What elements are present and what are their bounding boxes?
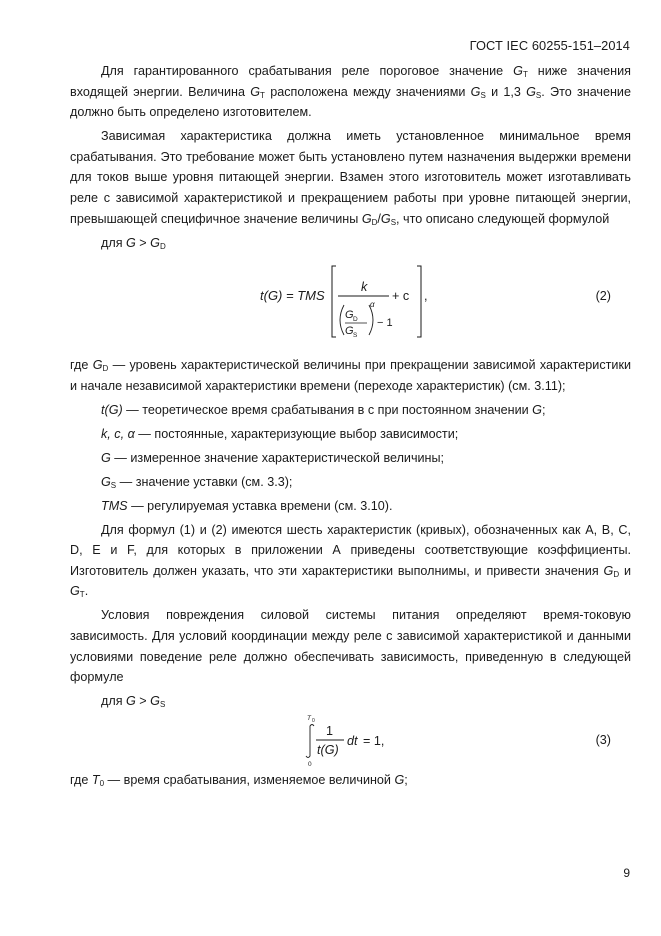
- formula-3-lower-limit: 0: [308, 760, 312, 768]
- definition-g: G — измеренное значение характеристической величины;: [101, 450, 445, 465]
- formula-2-left-bracket: [332, 266, 336, 337]
- formula-3-number: (3): [595, 732, 611, 747]
- document-header: ГОСТ IEC 60255-151–2014: [469, 38, 630, 53]
- formula-2-number: (2): [595, 289, 611, 304]
- formula-2-gs: G: [345, 325, 354, 338]
- formula-2-gs-sub: S: [353, 332, 358, 340]
- definition-t0: где $T_0$ — время срабатывания, изменяемое величиной G;: [70, 772, 408, 788]
- formula-2-left-paren: [340, 305, 344, 335]
- paragraph-power-system-fault: Условия повреждения силовой системы питания определяют время-токовую зависимость. Для условий координации между реле с зависимой характеристикой и данными условиями поведение реле должно обеспечивать зависимость, приведенную в следующей формуле: [70, 608, 631, 685]
- paragraph-dependent-characteristic: Зависимая характеристика должна иметь установленное минимальное время срабатывания. Это требование может быть установлено путем назначения выдержки времени для токов выше уровня питающей энергии. Взамен этого изготовитель может изготавливать реле с зависимой характеристикой и прекращением работы при уровне питающей энергии, превышающей специфичное значение величины $G_D/G_S$, что описано следующей формулой: [70, 129, 631, 227]
- formula-3-graphic: [70, 712, 631, 770]
- definition-tg: t(G) — теоретическое время срабатывания в с при постоянном значении G;: [101, 402, 546, 417]
- formula-2-comma: ,: [424, 289, 428, 304]
- formula-3-upper-limit: T: [307, 714, 311, 722]
- definition-gs: $G_S$ — значение уставки (см. 3.3);: [101, 474, 293, 490]
- formula-3-dt: dt: [347, 733, 358, 748]
- formula-2-right-paren: [369, 305, 373, 335]
- paragraph-threshold: Для гарантированного срабатывания реле пороговое значение $G_T$ ниже значения входящей энергии. Величина $G_T$ расположена между значениями $G_S$ и 1,3 $G_S$. Это значение должно быть определено изготовителем.: [70, 64, 631, 120]
- formula-3-integral-sign: [306, 724, 314, 757]
- formula-3-denominator: t(G): [317, 742, 339, 757]
- condition-g-gt-gs: для $G > G_S$: [101, 694, 166, 710]
- formula-2-graphic: [70, 253, 631, 355]
- formula-3-rhs: = 1,: [363, 733, 385, 748]
- formula-2-right-bracket: [417, 266, 421, 337]
- formula-2-plus-c: + c: [392, 289, 410, 304]
- formula-2: [70, 253, 631, 355]
- formula-2-gd: G: [345, 309, 354, 322]
- definition-gd: где $G_D$ — уровень характеристической величины при прекращении зависимой характеристики и начале независимой характеристики времени (переходе характеристик) (см. 3.11);: [70, 358, 631, 393]
- page-number: 9: [623, 866, 630, 880]
- formula-2-minus-one: − 1: [377, 317, 393, 330]
- formula-2-gd-sub: D: [353, 316, 358, 324]
- formula-3-numerator: 1: [326, 723, 334, 738]
- condition-g-gt-gd: для $G > G_D$: [101, 235, 166, 251]
- formula-2-numerator-k: k: [361, 280, 368, 295]
- document-body: [70, 61, 631, 790]
- paragraph-six-characteristics: Для формул (1) и (2) имеются шесть характеристик (кривых), обозначенных как A, B, C, D, E и F, для которых в приложении А приведены соответствующие коэффициенты. Изготовитель должен указать, что эти характеристики выполнимы, и привести значения $G_D$ и $G_T$.: [70, 522, 631, 600]
- formula-3-upper-limit-sub: 0: [312, 717, 315, 724]
- definition-tms: TMS — регулируемая уставка времени (см. 3.10).: [101, 498, 393, 513]
- definition-constants: k, c, α — постоянные, характеризующие выбор зависимости;: [101, 426, 459, 441]
- formula-3: [70, 712, 631, 770]
- formula-2-lhs: t(G) = TMS: [260, 288, 325, 304]
- formula-2-alpha: α: [370, 300, 375, 310]
